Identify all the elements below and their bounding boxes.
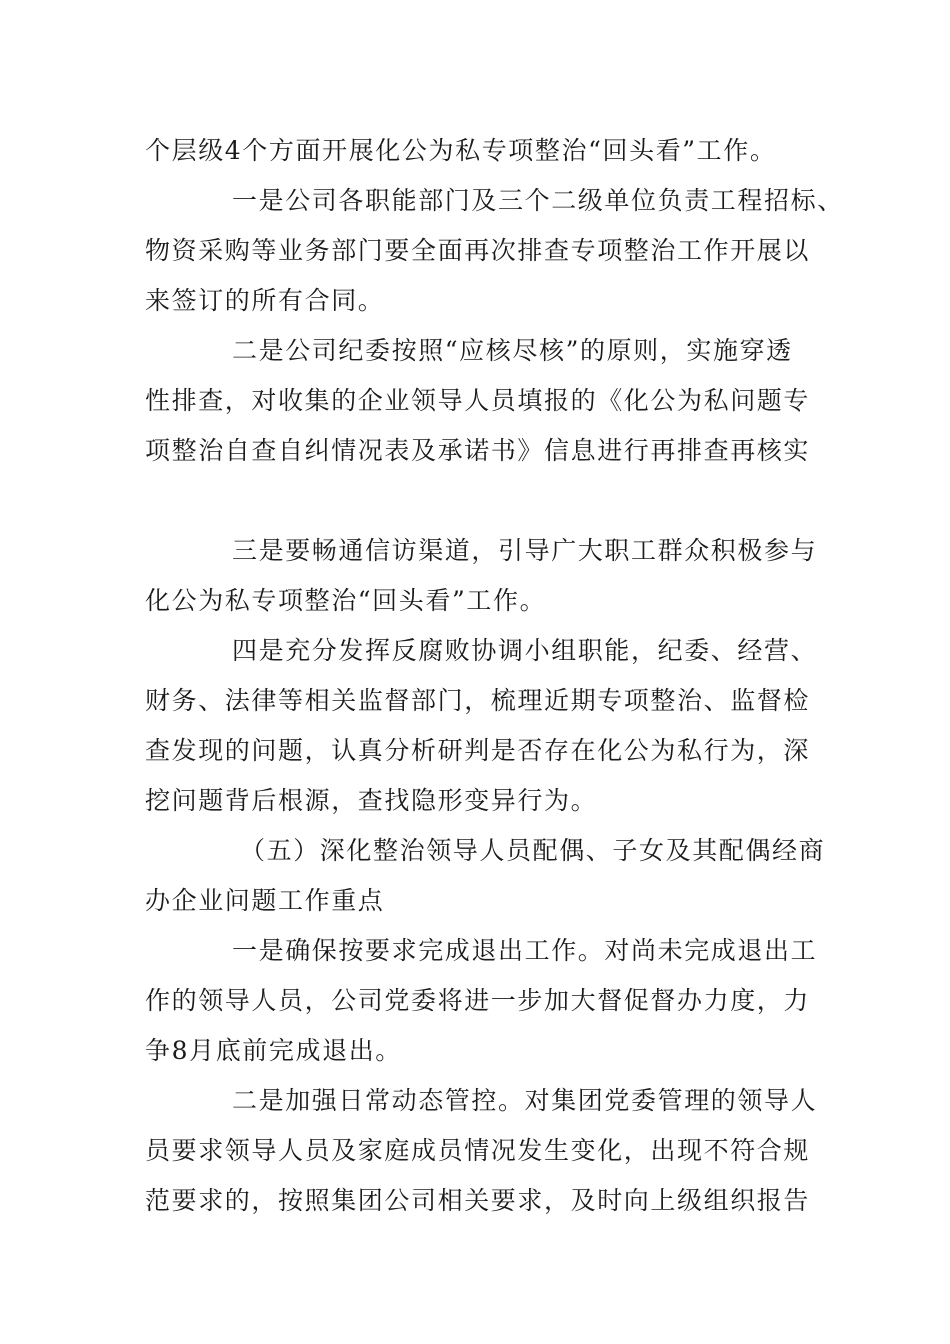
- paragraph-line: 作的领导人员，公司党委将进一步加大督促督办力度，力: [145, 986, 811, 1015]
- paragraph-line: 物资采购等业务部门要全面再次排查专项整治工作开展以: [145, 236, 811, 265]
- paragraph-line: 财务、法律等相关监督部门，梳理近期专项整治、监督检: [145, 686, 811, 715]
- paragraph-line: 性排查，对收集的企业领导人员填报的《化公为私问题专: [145, 386, 811, 415]
- paragraph-line: 员要求领导人员及家庭成员情况发生变化，出现不符合规: [145, 1136, 811, 1165]
- paragraph-line: 三是要畅通信访渠道，引导广大职工群众积极参与: [232, 536, 818, 565]
- paragraph-line: 争8月底前完成退出。: [145, 1036, 402, 1065]
- section-heading-line: 办企业问题工作重点: [145, 886, 385, 915]
- paragraph-line: 查发现的问题，认真分析研判是否存在化公为私行为，深: [145, 736, 811, 765]
- paragraph-line: 化公为私专项整治“回头看”工作。: [145, 586, 547, 615]
- section-heading-line: （五）深化整治领导人员配偶、子女及其配偶经商: [240, 836, 826, 865]
- paragraph-line: 范要求的，按照集团公司相关要求，及时向上级组织报告: [145, 1186, 811, 1215]
- paragraph-line: 二是加强日常动态管控。对集团党委管理的领导人: [232, 1086, 818, 1115]
- paragraph-line: 个层级4个方面开展化公为私专项整治“回头看”工作。: [145, 136, 777, 165]
- paragraph-line: 挖问题背后根源，查找隐形变异行为。: [145, 786, 598, 815]
- paragraph-line: 来签订的所有合同。: [145, 286, 385, 315]
- paragraph-line: 一是确保按要求完成退出工作。对尚未完成退出工: [232, 936, 818, 965]
- paragraph-line: 四是充分发挥反腐败协调小组职能，纪委、经营、: [232, 636, 818, 665]
- paragraph-line: 项整治自查自纠情况表及承诺书》信息进行再排查再核实: [145, 436, 811, 465]
- paragraph-line: 一是公司各职能部门及三个二级单位负责工程招标、: [232, 186, 844, 215]
- paragraph-line: 二是公司纪委按照“应核尽核”的原则，实施穿透: [232, 336, 793, 365]
